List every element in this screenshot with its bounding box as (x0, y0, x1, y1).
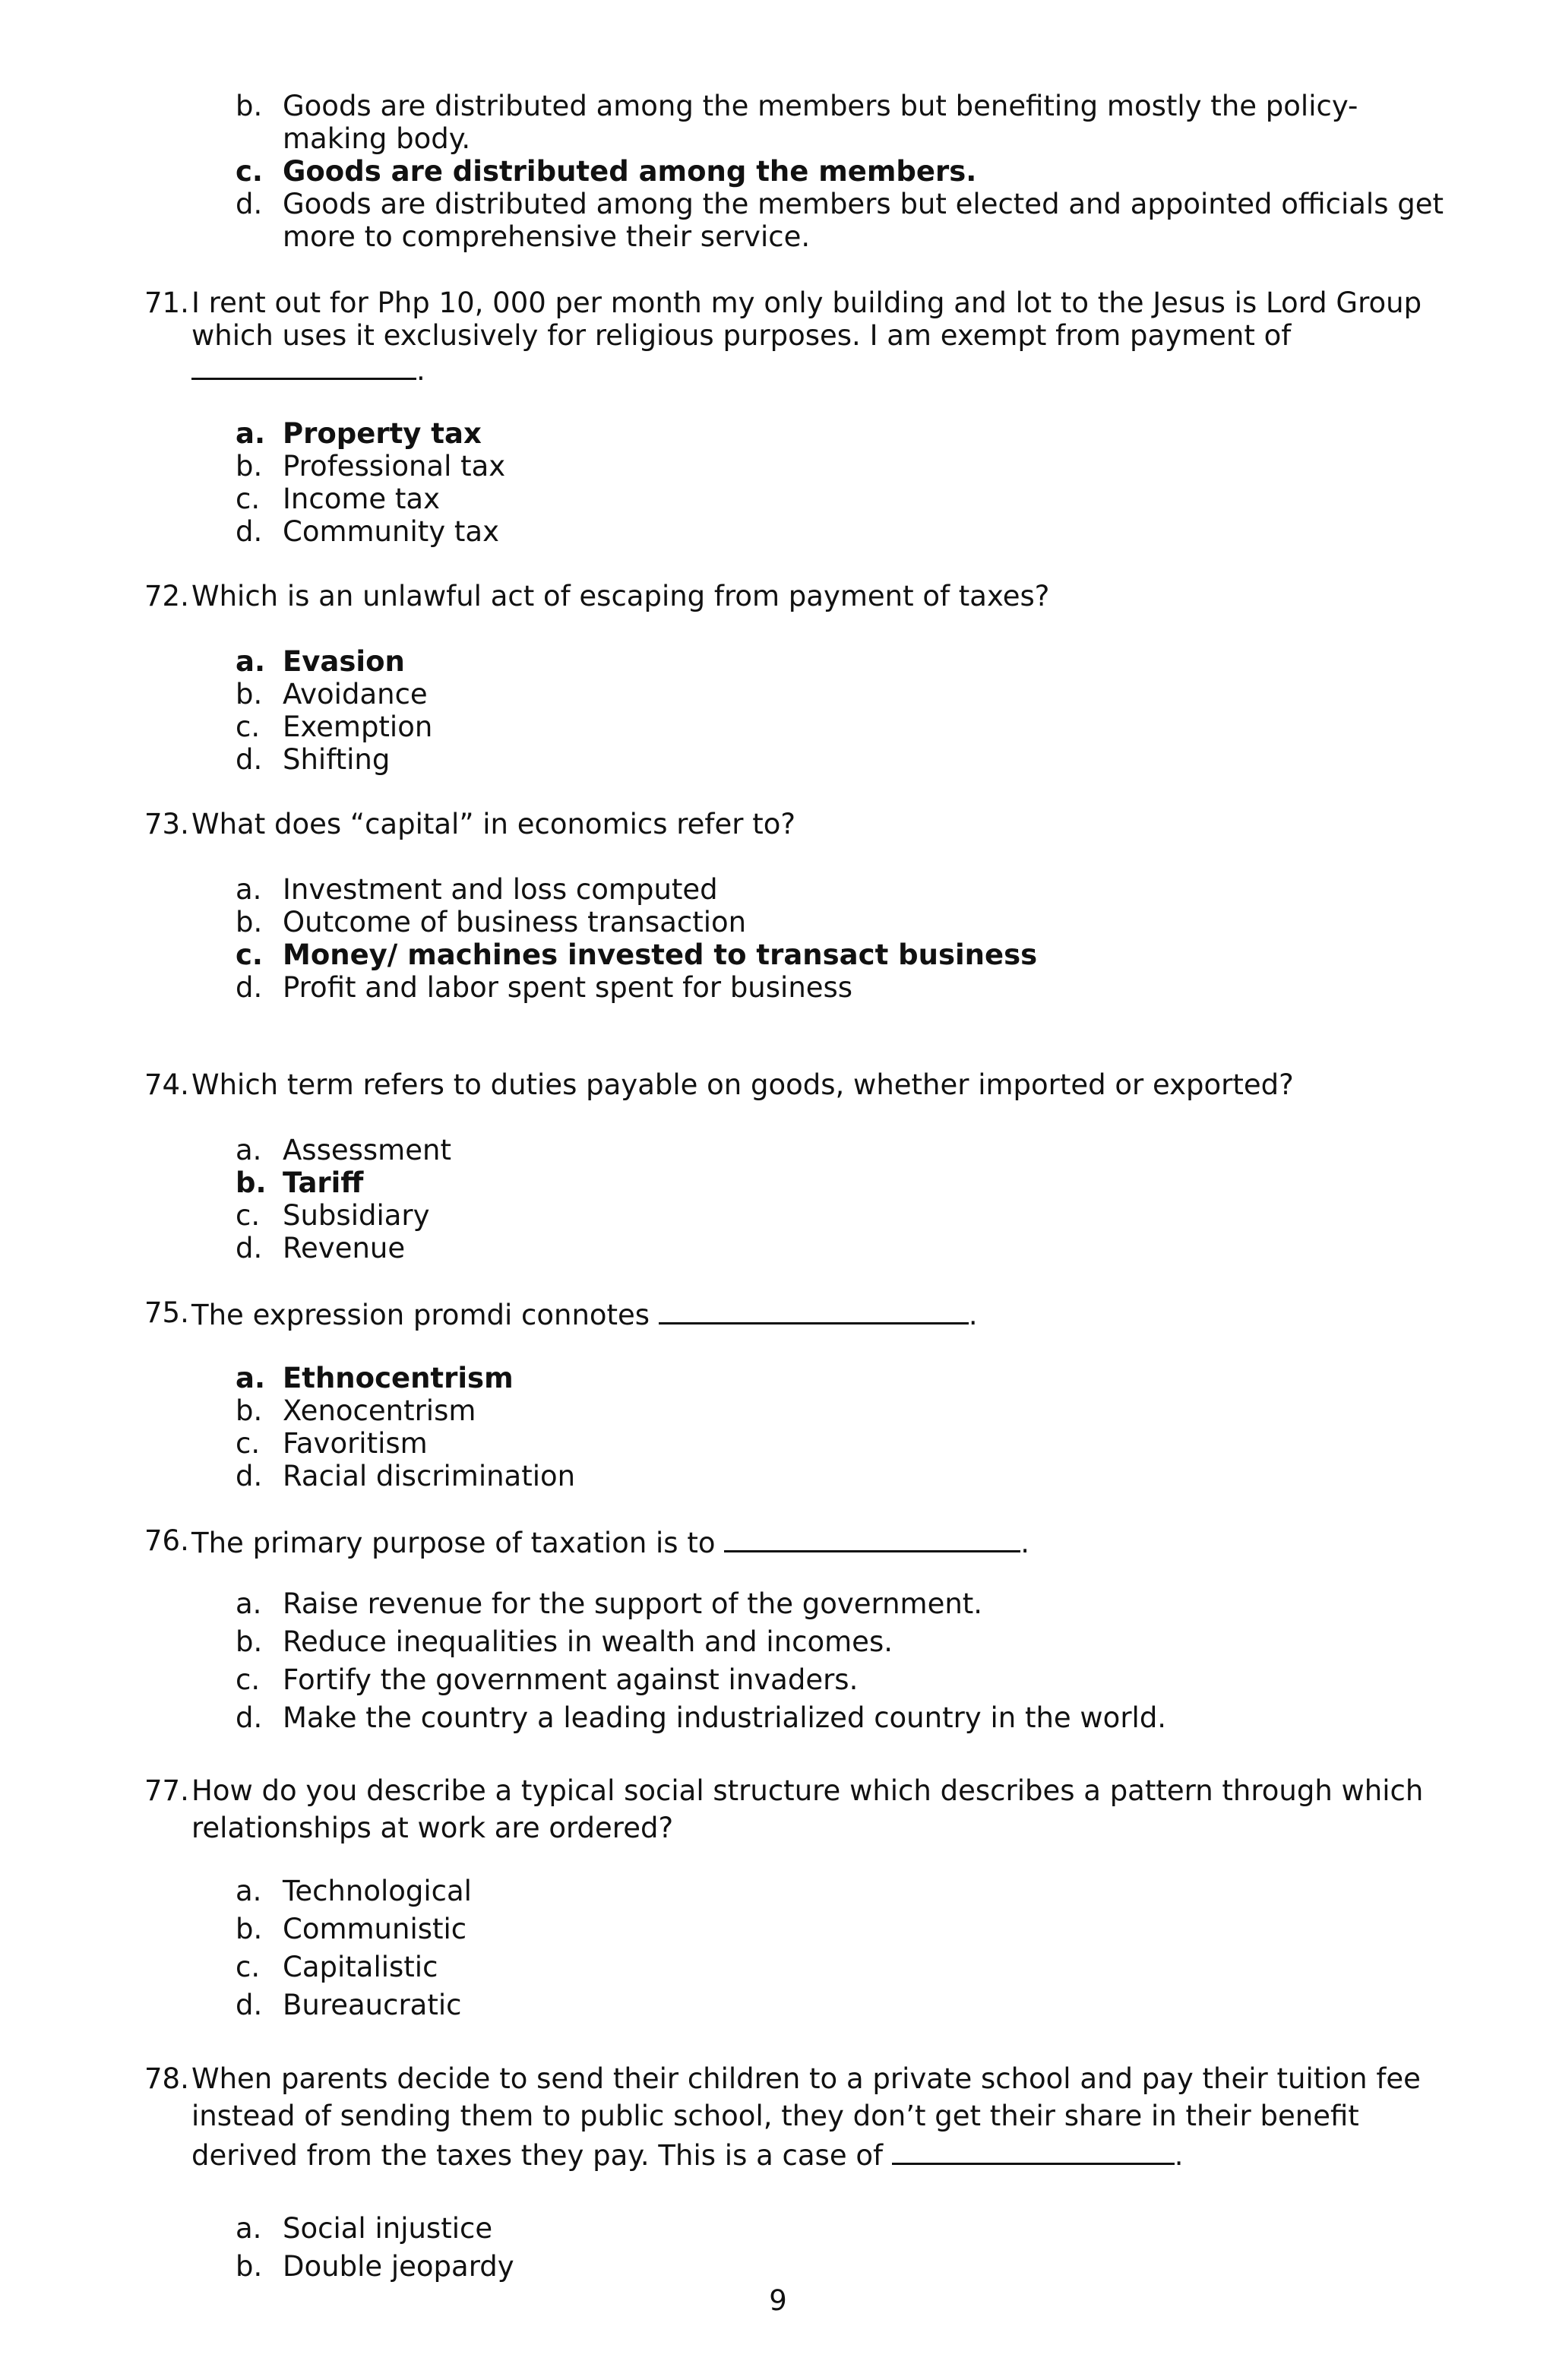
question-text: The primary purpose of taxation is to . (191, 1524, 1029, 1560)
option-text: Social injustice (283, 2212, 493, 2245)
answer-blank (724, 1524, 1020, 1552)
option-text: Make the country a leading industrialized country in the world. (283, 1701, 1167, 1734)
option-text: more to comprehensive their service. (283, 220, 811, 253)
option-label: d. (236, 188, 263, 220)
option-text: Assessment (283, 1134, 451, 1166)
option-label: a. (236, 1875, 262, 1907)
option-label: b. (236, 1913, 263, 1945)
option-label: c. (236, 155, 263, 188)
option-text: Fortify the government against invaders. (283, 1663, 859, 1696)
option-label: a. (236, 1134, 262, 1166)
question-text: How do you describe a typical social structure which describes a pattern through which (191, 1774, 1424, 1807)
question-text: which uses it exclusively for religious purposes. I am exempt from payment of (191, 319, 1292, 352)
option-label: b. (236, 2250, 263, 2283)
option-text: Double jeopardy (283, 2250, 514, 2283)
option-label: c. (236, 1427, 261, 1460)
question-text: What does “capital” in economics refer to? (191, 808, 795, 840)
option-text: Shifting (283, 743, 391, 776)
option-text: making body. (283, 122, 471, 155)
option-text: Avoidance (283, 678, 428, 711)
option-label: d. (236, 743, 263, 776)
question-text: derived from the taxes they pay. This is a case of . (191, 2137, 1184, 2173)
answer-blank (892, 2137, 1175, 2165)
option-text: Exemption (283, 711, 433, 743)
option-label: b. (236, 1625, 263, 1658)
answer-option-text: Property tax (283, 417, 482, 450)
option-text: Bureaucratic (283, 1989, 462, 2021)
option-label: d. (236, 1232, 263, 1264)
answer-option-text: Tariff (283, 1166, 364, 1199)
option-label: b. (236, 90, 263, 122)
answer-option-text: Goods are distributed among the members. (283, 155, 977, 188)
option-text: Reduce inequalities in wealth and incomes. (283, 1625, 893, 1658)
option-text: Income tax (283, 483, 440, 515)
option-text: Goods are distributed among the members but elected and appointed officials get (283, 188, 1444, 220)
option-label: a. (236, 417, 266, 450)
question-text: instead of sending them to public school, they don’t get their share in their benefit (191, 2100, 1359, 2132)
option-label: b. (236, 1166, 267, 1199)
option-label: d. (236, 515, 263, 548)
option-label: d. (236, 1460, 263, 1492)
page-number: 9 (769, 2284, 787, 2317)
option-label: a. (236, 645, 266, 678)
option-label: c. (236, 1663, 261, 1696)
option-label: c. (236, 1951, 261, 1983)
option-text: Profit and labor spent spent for business (283, 971, 853, 1004)
option-text: Revenue (283, 1232, 406, 1264)
option-text: Goods are distributed among the members but benefiting mostly the policy- (283, 90, 1358, 122)
question-text: relationships at work are ordered? (191, 1812, 674, 1844)
answer-blank (191, 352, 416, 380)
question-number: 76. (144, 1524, 189, 1557)
option-text: Outcome of business transaction (283, 906, 747, 938)
option-label: c. (236, 483, 261, 515)
option-text: Subsidiary (283, 1199, 430, 1232)
question-number: 72. (144, 580, 189, 612)
option-text: Capitalistic (283, 1951, 438, 1983)
option-label: a. (236, 2212, 262, 2245)
question-number: 74. (144, 1068, 189, 1101)
question-text: When parents decide to send their children to a private school and pay their tuition fee (191, 2062, 1421, 2095)
question-text: Which is an unlawful act of escaping from payment of taxes? (191, 580, 1050, 612)
question-number: 78. (144, 2062, 189, 2095)
option-text: Xenocentrism (283, 1394, 476, 1427)
option-text: Investment and loss computed (283, 873, 718, 906)
question-number: 77. (144, 1774, 189, 1807)
option-label: b. (236, 1394, 263, 1427)
question-text: I rent out for Php 10, 000 per month my only building and lot to the Jesus is Lord Group (191, 286, 1422, 319)
option-label: a. (236, 1587, 262, 1620)
answer-option-text: Money/ machines invested to transact business (283, 938, 1038, 971)
question-number: 75. (144, 1296, 189, 1329)
option-label: c. (236, 1199, 261, 1232)
option-text: Community tax (283, 515, 499, 548)
option-label: c. (236, 938, 263, 971)
option-text: Communistic (283, 1913, 467, 1945)
option-text: Technological (283, 1875, 472, 1907)
option-text: Raise revenue for the support of the government. (283, 1587, 983, 1620)
option-label: b. (236, 678, 263, 711)
question-text: Which term refers to duties payable on goods, whether imported or exported? (191, 1068, 1294, 1101)
question-text: . (191, 352, 425, 388)
option-text: Racial discrimination (283, 1460, 576, 1492)
answer-blank (659, 1296, 969, 1325)
option-label: a. (236, 873, 262, 906)
option-label: d. (236, 1701, 263, 1734)
option-text: Favoritism (283, 1427, 428, 1460)
option-label: d. (236, 1989, 263, 2021)
question-text: The expression promdi connotes . (191, 1296, 978, 1332)
answer-option-text: Ethnocentrism (283, 1362, 514, 1394)
option-label: a. (236, 1362, 266, 1394)
option-label: d. (236, 971, 263, 1004)
answer-option-text: Evasion (283, 645, 405, 678)
option-label: b. (236, 906, 263, 938)
question-number: 73. (144, 808, 189, 840)
question-number: 71. (144, 286, 189, 319)
option-text: Professional tax (283, 450, 506, 483)
option-label: c. (236, 711, 261, 743)
option-label: b. (236, 450, 263, 483)
